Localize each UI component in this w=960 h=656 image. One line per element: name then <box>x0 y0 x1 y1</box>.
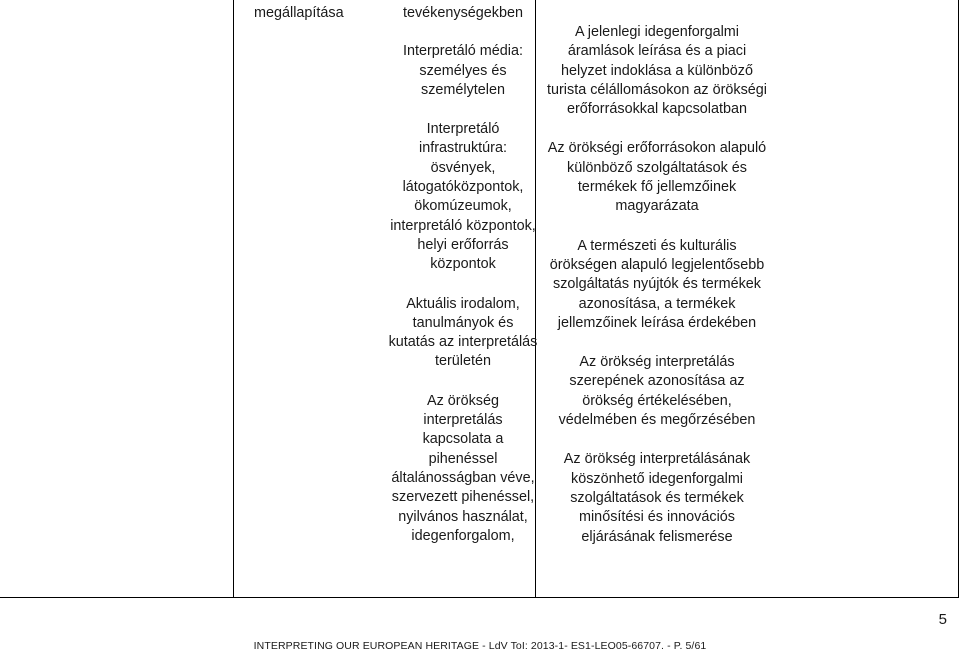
paragraph: Interpretáló infrastruktúra: ösvények, látogatóközpontok, ökomúzeumok, interpretáló központok, helyi erőforrás központok <box>390 121 536 273</box>
paragraph: Interpretáló média: személyes és személytelen <box>403 43 523 98</box>
activities-column <box>388 0 538 566</box>
paragraph: A természeti és kulturális örökségen alapuló legjelentősebb szolgáltatás nyújtók és termékek azonosítása, a termékek jellemzőinek leírása érdekében <box>549 237 765 331</box>
paragraph: Az örökség interpretálásának köszönhető idegenforgalmi szolgáltatások és termékek minősítési és innovációs eljárásának felismerése <box>563 451 751 545</box>
paragraph: Aktuális irodalom, tanulmányok és kutatás az interpretálás területén <box>388 295 538 370</box>
page-footer: INTERPRETING OUR EUROPEAN HERITAGE - LdV ToI: 2013-1- ES1-LEO05-66707. - P. 5/61 <box>253 640 707 652</box>
paragraph: Az örökség interpretálás kapcsolata a pihenéssel általánosságban véve, szervezett pihenéssel, nyilvános használat, idegenforgalom, <box>391 392 535 544</box>
paragraph: Az örökségi erőforrásokon alapuló különböző szolgáltatások és termékek fő jellemzőinek magyarázata <box>547 140 767 215</box>
paragraph: A jelenlegi idegenforgalmi áramlások leírása és a piaci helyzet indoklása a különböző turista célállomásokon az örökségi erőforrásokkal kapcsolatban <box>547 24 767 118</box>
outcomes-column <box>546 0 768 567</box>
column-header: tevékenységekben <box>402 5 523 21</box>
row-label: megállapítása <box>254 5 344 21</box>
table-divider <box>233 0 234 597</box>
paragraph: Az örökség interpretálás szerepének azonosítása az örökség értékelésében, védelmében és megőrzésében <box>558 354 756 429</box>
page-number: 5 <box>938 611 947 628</box>
